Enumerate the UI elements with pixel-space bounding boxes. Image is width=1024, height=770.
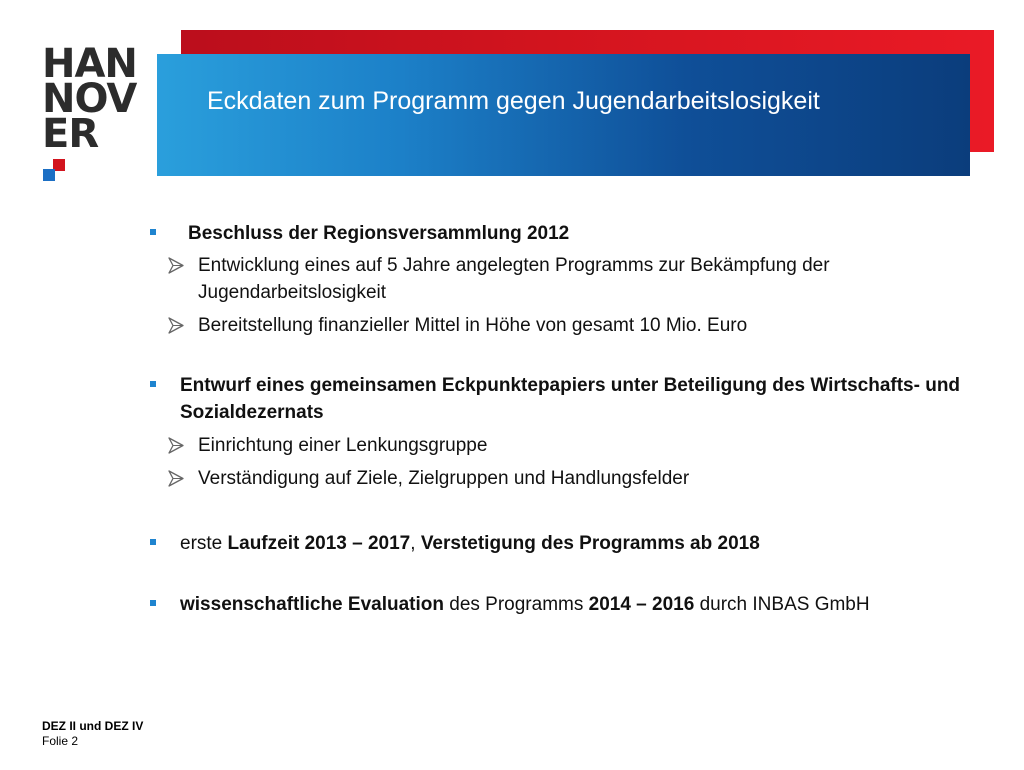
arrow-bullet-icon: [168, 437, 184, 454]
bullet-4-text-3: 2014 – 2016: [588, 594, 695, 615]
logo-squares-icon: [42, 159, 66, 181]
bullet-1: [150, 220, 970, 247]
bullet-1-sub-1: [150, 252, 970, 306]
arrow-bullet-icon: [168, 470, 184, 487]
square-bullet-icon: [150, 381, 156, 387]
bullet-1-sub-2-text: Bereitstellung finanzieller Mittel in Höhe von gesamt 10 Mio. Euro: [198, 315, 748, 336]
footer-department: DEZ II und DEZ IV: [42, 719, 144, 733]
slide-content: [150, 220, 970, 618]
arrow-bullet-icon: [168, 257, 184, 274]
slide-footer: [42, 719, 143, 749]
bullet-3-text-1: erste: [180, 533, 228, 554]
bullet-3: [150, 530, 970, 557]
arrow-bullet-icon: [168, 317, 184, 334]
logo-line-3-text: ER: [42, 111, 99, 157]
bullet-4: [150, 591, 970, 618]
bullet-2-sub-1-text: Einrichtung einer Lenkungsgruppe: [198, 435, 488, 456]
bullet-1-sub-1-text: Entwicklung eines auf 5 Jahre angelegten Programms zur Bekämpfung der Jugendarbeitslosigkeit: [198, 255, 830, 303]
bullet-4-text-4: durch INBAS GmbH: [694, 594, 870, 615]
square-bullet-icon: [150, 229, 156, 235]
logo-line-3: [42, 111, 122, 157]
bullet-2: [150, 372, 970, 426]
footer-slide-number: Folie 2: [42, 734, 79, 748]
logo-line-1: HAN: [42, 41, 137, 87]
bullet-1-text: Beschluss der Regionsversammlung 2012: [188, 223, 570, 244]
bullet-3-text-2: Laufzeit 2013 – 2017: [227, 533, 411, 554]
bullet-2-sub-2-text: Verständigung auf Ziele, Zielgruppen und Handlungsfelder: [198, 468, 690, 489]
bullet-2-sub-2: [150, 465, 970, 492]
slide-title: Eckdaten zum Programm gegen Jugendarbeitslosigkeit: [207, 87, 820, 115]
bullet-1-sub-2: [150, 312, 970, 339]
bullet-4-text-2: des Programms: [443, 594, 589, 615]
square-bullet-icon: [150, 600, 156, 606]
bullet-2-text: Entwurf eines gemeinsamen Eckpunktepapiers unter Beteiligung des Wirtschafts- und Sozialdezernats: [180, 375, 961, 423]
bullet-4-text-1: wissenschaftliche Evaluation: [180, 594, 444, 615]
bullet-2-sub-1: [150, 432, 970, 459]
logo-line-2: NOV: [42, 76, 137, 122]
bullet-3-text-3: ,: [410, 533, 421, 554]
square-bullet-icon: [150, 539, 156, 545]
hannover-logo: [42, 41, 137, 157]
bullet-3-text-4: Verstetigung des Programms ab 2018: [420, 533, 760, 554]
